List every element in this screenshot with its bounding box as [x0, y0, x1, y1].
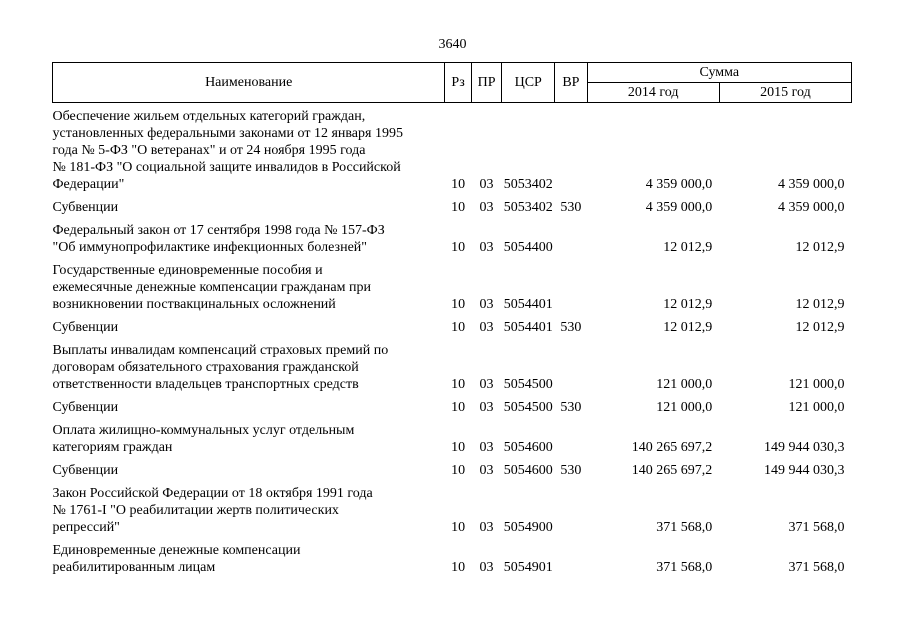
table-row — [53, 258, 852, 315]
row-sum-2015: 149 944 030,3 — [764, 440, 845, 455]
row-vr: 530 — [560, 320, 582, 335]
row-name-line: ответственности владельцев транспортных средств — [52, 377, 359, 392]
row-name-line: Федерации" — [52, 177, 125, 192]
row-csr: 5054500 — [503, 377, 553, 392]
row-sum-2015: 4 359 000,0 — [778, 177, 845, 192]
row-vr — [555, 218, 588, 258]
header-vr: ВР — [555, 63, 588, 103]
row-name-line: Государственные единовременные пособия и — [52, 263, 323, 278]
header-year-2015: 2015 год — [719, 83, 851, 103]
row-csr: 5054400 — [503, 240, 553, 255]
row-sum-2014: 140 265 697,2 — [631, 440, 713, 455]
row-name — [53, 418, 445, 458]
header-year-2014: 2014 год — [587, 83, 719, 103]
row-name-line: возникновении поствакцинальных осложнений — [52, 297, 336, 312]
row-sum-2015: 121 000,0 — [788, 377, 845, 392]
row-vr — [555, 538, 588, 578]
row-rz: 10 — [451, 240, 466, 255]
table-row — [53, 103, 852, 196]
row-name — [53, 538, 445, 578]
row-name-line: установленных федеральными законами от 12 января 1995 — [52, 126, 403, 141]
table-row — [53, 538, 852, 578]
row-pr: 03 — [479, 400, 494, 415]
row-rz: 10 — [451, 520, 466, 535]
table-row — [53, 418, 852, 458]
row-name — [53, 103, 445, 196]
row-pr: 03 — [479, 297, 494, 312]
row-name-line: ежемесячные денежные компенсации гражданам при — [52, 280, 371, 295]
row-pr: 03 — [479, 377, 494, 392]
table-header — [53, 63, 852, 103]
row-name-line: Единовременные денежные компенсации — [52, 543, 301, 558]
row-rz: 10 — [451, 320, 466, 335]
row-name — [53, 395, 445, 418]
table-row — [53, 395, 852, 418]
row-name — [53, 258, 445, 315]
row-vr: 530 — [560, 200, 582, 215]
row-csr: 5053402 — [503, 177, 553, 192]
header-pr: ПР — [471, 63, 501, 103]
row-sum-2015: 371 568,0 — [788, 560, 845, 575]
row-pr: 03 — [479, 440, 494, 455]
row-sum-2014: 12 012,9 — [663, 240, 713, 255]
row-vr — [555, 103, 588, 196]
row-sum-2015: 4 359 000,0 — [778, 200, 845, 215]
row-sum-2015: 149 944 030,3 — [764, 463, 845, 478]
row-name-line: № 1761-I "О реабилитации жертв политических — [52, 503, 339, 518]
row-rz: 10 — [451, 177, 466, 192]
row-name — [53, 338, 445, 395]
row-sum-2014: 12 012,9 — [663, 297, 713, 312]
row-csr: 5053402 — [503, 200, 553, 215]
table-row — [53, 195, 852, 218]
row-pr: 03 — [479, 240, 494, 255]
header-sum: Сумма — [587, 63, 851, 83]
row-name-line: "Об иммунопрофилактике инфекционных болезней" — [52, 240, 368, 255]
row-name-line: Субвенции — [52, 320, 119, 335]
row-sum-2014: 121 000,0 — [656, 400, 713, 415]
row-vr: 530 — [560, 400, 582, 415]
row-name-line: репрессий" — [52, 520, 120, 535]
row-name-line: Субвенции — [52, 463, 119, 478]
row-pr: 03 — [479, 520, 494, 535]
row-pr: 03 — [479, 560, 494, 575]
row-rz: 10 — [451, 377, 466, 392]
row-name — [53, 315, 445, 338]
row-vr — [555, 418, 588, 458]
row-sum-2015: 12 012,9 — [795, 240, 845, 255]
row-name-line: Оплата жилищно-коммунальных услуг отдельным — [52, 423, 355, 438]
row-sum-2014: 12 012,9 — [663, 320, 713, 335]
row-pr: 03 — [479, 463, 494, 478]
row-csr: 5054401 — [503, 320, 553, 335]
row-pr: 03 — [479, 200, 494, 215]
row-name — [53, 195, 445, 218]
table-row — [53, 315, 852, 338]
row-name-line: Обеспечение жильем отдельных категорий граждан, — [52, 109, 366, 124]
row-sum-2015: 12 012,9 — [795, 320, 845, 335]
header-name: Наименование — [53, 63, 445, 103]
header-csr: ЦСР — [502, 63, 555, 103]
row-csr: 5054600 — [503, 440, 553, 455]
row-csr: 5054901 — [503, 560, 553, 575]
row-name — [53, 458, 445, 481]
row-csr: 5054401 — [503, 297, 553, 312]
row-rz: 10 — [451, 560, 466, 575]
row-sum-2014: 4 359 000,0 — [645, 200, 713, 215]
row-name — [53, 218, 445, 258]
row-vr — [555, 258, 588, 315]
row-vr — [555, 481, 588, 538]
budget-table — [52, 62, 852, 578]
row-name-line: года № 5-ФЗ "О ветеранах" и от 24 ноября 1995 года — [52, 143, 366, 158]
row-name-line: Закон Российской Федерации от 18 октября 1991 года — [52, 486, 373, 501]
page-number: 3640 — [438, 37, 467, 52]
row-rz: 10 — [451, 200, 466, 215]
row-sum-2014: 140 265 697,2 — [631, 463, 713, 478]
row-name-line: Субвенции — [52, 200, 119, 215]
row-sum-2014: 371 568,0 — [656, 520, 713, 535]
row-vr: 530 — [560, 463, 582, 478]
row-name-line: № 181-ФЗ "О социальной защите инвалидов в Российской — [52, 160, 401, 175]
row-csr: 5054600 — [503, 463, 553, 478]
row-sum-2014: 4 359 000,0 — [645, 177, 713, 192]
row-name-line: категориям граждан — [52, 440, 173, 455]
header-rz: Рз — [445, 63, 471, 103]
row-sum-2014: 371 568,0 — [656, 560, 713, 575]
row-name-line: Федеральный закон от 17 сентября 1998 года № 157-ФЗ — [52, 223, 385, 238]
table-row — [53, 218, 852, 258]
row-name-line: Субвенции — [52, 400, 119, 415]
row-rz: 10 — [451, 463, 466, 478]
row-rz: 10 — [451, 297, 466, 312]
table-row — [53, 481, 852, 538]
table-row — [53, 338, 852, 395]
row-vr — [555, 338, 588, 395]
table-row — [53, 458, 852, 481]
row-name-line: Выплаты инвалидам компенсаций страховых премий по — [52, 343, 389, 358]
row-pr: 03 — [479, 320, 494, 335]
row-csr: 5054900 — [503, 520, 553, 535]
row-rz: 10 — [451, 400, 466, 415]
row-sum-2015: 12 012,9 — [795, 297, 845, 312]
row-name-line: реабилитированным лицам — [52, 560, 216, 575]
table-body — [53, 103, 852, 579]
row-sum-2015: 121 000,0 — [788, 400, 845, 415]
row-pr: 03 — [479, 177, 494, 192]
row-sum-2015: 371 568,0 — [788, 520, 845, 535]
row-csr: 5054500 — [503, 400, 553, 415]
row-rz: 10 — [451, 440, 466, 455]
row-name-line: договорам обязательного страхования гражданской — [52, 360, 359, 375]
row-name — [53, 481, 445, 538]
row-sum-2014: 121 000,0 — [656, 377, 713, 392]
